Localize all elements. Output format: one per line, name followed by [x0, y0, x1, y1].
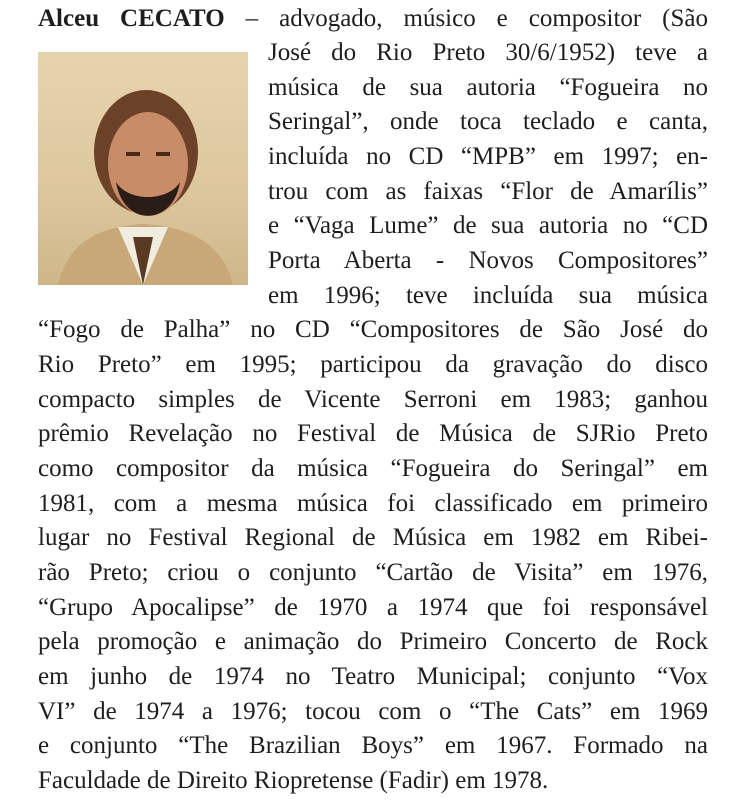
text-line: em 1996; teve incluída sua música — [268, 282, 708, 309]
text-line: em junho de 1974 no Teatro Municipal; conjunto “Vox — [38, 663, 708, 690]
text-line: pela promoção e animação do Primeiro Concerto de Rock — [38, 628, 708, 655]
text-line: compacto simples de Vicente Serroni em 1983; ganhou — [38, 386, 708, 413]
text-line: “Fogo de Palha” no CD “Compositores de São José do — [38, 316, 708, 343]
entry-first-line — [38, 2, 708, 36]
text-line: prêmio Revelação no Festival de Música de SJRio Preto — [38, 420, 708, 447]
entry-name: Alceu CECATO — [38, 5, 225, 32]
text-line: José do Rio Preto 30/6/1952) teve a — [268, 39, 708, 66]
entry-text: – advogado, músico e compositor (São — [224, 5, 708, 32]
text-line: VI” de 1974 a 1976; tocou com o “The Cats” em 1969 — [38, 698, 708, 725]
portrait-photo — [38, 52, 248, 285]
text-line: Rio Preto” em 1995; participou da gravação do disco — [38, 351, 708, 378]
text-line: rão Preto; criou o conjunto “Cartão de Visita” em 1976, — [38, 559, 708, 586]
text-line: e conjunto “The Brazilian Boys” em 1967. Formado na — [38, 732, 708, 759]
text-line: Seringal”, onde toca teclado e canta, — [268, 108, 708, 135]
text-line: incluída no CD “MPB” em 1997; en- — [268, 143, 708, 170]
text-line: e “Vaga Lume” de sua autoria no “CD — [268, 212, 708, 239]
text-line: “Grupo Apocalipse” de 1970 a 1974 que foi responsável — [38, 594, 708, 621]
text-line: como compositor da música “Fogueira do Seringal” em — [38, 455, 708, 482]
text-line: Faculdade de Direito Riopretense (Fadir) em 1978. — [38, 767, 549, 794]
text-line: Porta Aberta - Novos Compositores” — [268, 247, 708, 274]
portrait-illustration — [38, 52, 248, 285]
text-line: 1981, com a mesma música foi classificado em primeiro — [38, 490, 708, 517]
text-line: lugar no Festival Regional de Música em 1982 em Ribei- — [38, 524, 708, 551]
text-line: música de sua autoria “Fogueira no — [268, 74, 708, 101]
text-line: trou com as faixas “Flor de Amarílis” — [268, 178, 708, 205]
